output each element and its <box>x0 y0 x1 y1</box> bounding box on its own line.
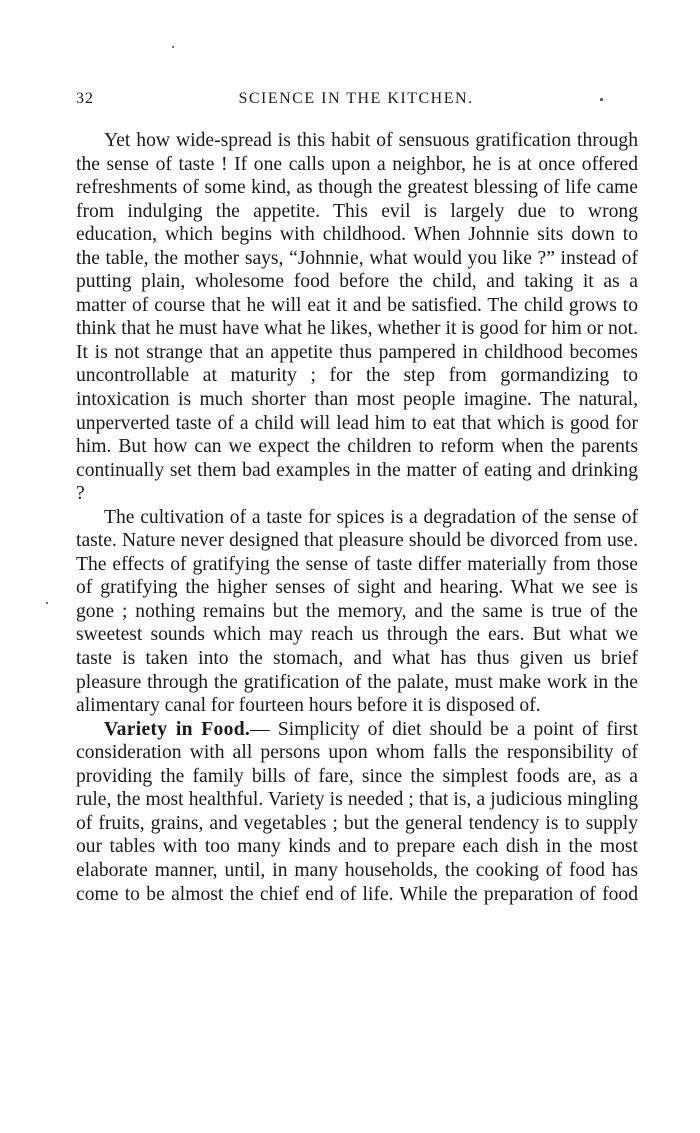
print-speck <box>600 98 603 101</box>
page-number: 32 <box>76 90 94 107</box>
paragraph-taste-habit <box>76 129 638 506</box>
running-head: SCIENCE IN THE KITCHEN. <box>238 90 474 107</box>
paragraph-variety-in-food <box>76 718 638 906</box>
print-speck <box>172 46 174 48</box>
paragraph-text: The cultivation of a taste for spices is a degradation of the sense of taste. Nature never designed that pleasure should be divorced from use. The effects of gratifying the sense of taste differ materially from those of gratifying the higher senses of sight and hearing. What we see is gone ; nothing remains but the memory, and the same is true of the sweetest sounds which may reach us through the ears. But what we taste is taken into the stomach, and what has thus given us brief pleasure through the gratification of the palate, must make work in the alimentary canal for fourteen hours before it is disposed of. <box>76 506 638 717</box>
print-speck <box>46 602 48 604</box>
body-text <box>76 129 638 906</box>
paragraph-text: Yet how wide-spread is this habit of sensuous gratification through the sense of taste ! If one calls upon a neighbor, he is at once offered refreshments of some kind, as though the greatest blessing of life came from indulging the appetite. This evil is largely due to wrong education, which begins with childhood. When Johnnie sits down to the table, the mother says, “Johnnie, what would you like ?” instead of putting plain, wholesome food before the child, and taking it as a matter of course that he will eat it and be satisfied. The child grows to think that he must have what he likes, whether it is good for him or not. It is not strange that an appetite thus pampered in childhood becomes uncontrollable at maturity ; for the step from gormandizing to intoxication is much shorter than most people imagine. The natural, unperverted taste of a child will lead him to eat that which is good for him. But how can we expect the children to reform when the parents continually set them bad examples in the matter of eating and drinking ? <box>76 130 638 505</box>
paragraph-spices <box>76 506 638 718</box>
paragraph-text: — Simplicity of diet should be a point of first consideration with all persons upon whom falls the responsibility of providing the family bills of fare, since the simplest foods are, as a rule, the most healthful. Variety is needed ; that is, a judicious mingling of fruits, grains, and vegetables ; but the general tendency is to supply our tables with too many kinds and to prepare each dish in the most elaborate manner, until, in many households, the cooking of food has come to be almost the chief end of life. While the preparation of food <box>76 718 638 905</box>
section-heading: Variety in Food. <box>104 718 251 740</box>
page-header <box>76 90 636 116</box>
